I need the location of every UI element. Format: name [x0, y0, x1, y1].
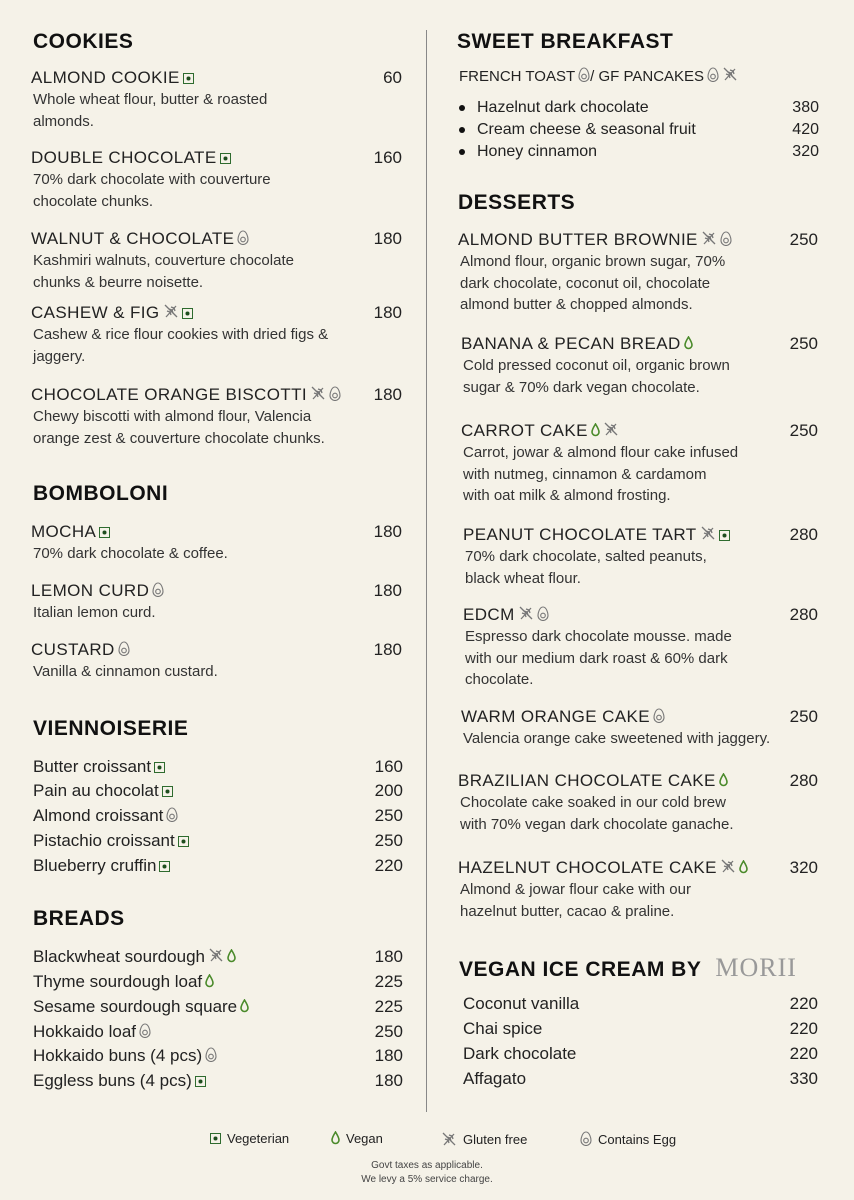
item-price: 180	[374, 1046, 403, 1065]
item-price: 280	[789, 525, 818, 544]
vegan-icon	[739, 858, 748, 880]
contains-egg-icon	[237, 229, 249, 251]
item-name	[33, 946, 236, 969]
item-description: dark chocolate, coconut oil, chocolate	[460, 274, 711, 292]
section-title: DESSERTS	[458, 191, 576, 214]
item-name-text: Pain au chocolat	[33, 781, 159, 800]
gluten-free-icon	[208, 947, 224, 969]
ice-cream-price: 220	[789, 994, 818, 1013]
item-name	[33, 805, 178, 828]
item-name	[33, 780, 173, 803]
section-title	[459, 953, 797, 982]
gluten-free-icon	[701, 230, 717, 252]
item-price: 280	[789, 771, 818, 790]
item-price: 220	[374, 856, 403, 875]
footer-note: We levy a 5% service charge.	[361, 1174, 493, 1185]
legend-item	[438, 1131, 527, 1151]
item-price: 225	[374, 997, 403, 1016]
gluten-free-icon	[518, 605, 534, 627]
contains-egg-icon	[166, 806, 178, 828]
section-title: BREADS	[33, 907, 125, 930]
item-price: 180	[373, 522, 402, 541]
option-name: Honey cinnamon	[477, 143, 598, 160]
item-name-text: WARM ORANGE CAKE	[461, 707, 651, 726]
item-price: 60	[383, 68, 402, 87]
vegetarian-icon	[183, 68, 194, 90]
contains-egg-icon	[152, 581, 164, 603]
item-name-text: Sesame sourdough square	[33, 997, 238, 1016]
gluten-free-icon	[310, 385, 326, 407]
gluten-free-icon	[163, 303, 179, 325]
item-name	[33, 1070, 206, 1093]
item-name-text: EDCM	[463, 605, 515, 624]
item-description: Chocolate cake soaked in our cold brew	[460, 794, 726, 811]
item-name	[33, 1021, 151, 1044]
item-name-text: DOUBLE CHOCOLATE	[31, 148, 217, 167]
vegetarian-icon	[162, 781, 173, 803]
item-description: jaggery.	[33, 347, 86, 365]
gluten-free-icon	[441, 1131, 457, 1151]
item-name	[31, 521, 110, 544]
item-name	[33, 971, 214, 994]
item-price: 280	[789, 605, 818, 624]
vegan-icon	[205, 972, 214, 994]
item-name-text: ALMOND BUTTER BROWNIE	[458, 230, 698, 249]
item-name	[31, 580, 164, 603]
item-name	[461, 706, 665, 729]
item-price: 160	[374, 757, 403, 776]
item-description: with our medium dark roast & 60% dark	[465, 649, 728, 667]
vegan-icon	[684, 334, 693, 356]
item-price: 200	[374, 781, 403, 800]
option-name: Cream cheese & seasonal fruit	[477, 121, 696, 138]
item-name-text: Thyme sourdough loaf	[33, 972, 203, 991]
item-price: 180	[373, 581, 402, 600]
contains-egg-icon	[205, 1046, 217, 1068]
contains-egg-icon	[580, 1131, 592, 1150]
item-name-text: Almond croissant	[33, 806, 164, 825]
item-name-text: Pistachio croissant	[33, 831, 175, 850]
gluten-free-icon	[720, 858, 736, 880]
contains-egg-icon	[653, 707, 665, 729]
item-description: Espresso dark chocolate mousse. made	[465, 628, 732, 645]
item-name-text: PEANUT CHOCOLATE TART	[463, 525, 697, 544]
item-description: chocolate.	[465, 671, 534, 688]
vegan-icon	[240, 997, 249, 1019]
item-description: Carrot, jowar & almond flour cake infused	[463, 444, 739, 461]
column-divider	[426, 30, 427, 1112]
item-description: Whole wheat flour, butter & roasted	[33, 91, 268, 108]
breakfast-option	[459, 97, 649, 119]
vegetarian-icon	[210, 1132, 221, 1148]
item-name	[33, 756, 165, 779]
footer-note: Govt taxes as applicable.	[371, 1160, 483, 1171]
bullet-icon	[459, 127, 465, 133]
item-name-text: WALNUT & CHOCOLATE	[31, 229, 235, 248]
ice-cream-name: Coconut vanilla	[463, 994, 580, 1013]
item-name-text: MOCHA	[31, 522, 97, 541]
item-description: almonds.	[33, 112, 94, 130]
vegan-icon	[719, 771, 728, 793]
item-price: 250	[374, 806, 403, 825]
item-name-text: Blueberry cruffin	[33, 856, 157, 875]
item-price: 250	[789, 334, 818, 353]
contains-egg-icon	[329, 385, 341, 407]
ice-cream-name: Chai spice	[463, 1019, 543, 1038]
legend-label: Vegeterian	[227, 1131, 290, 1146]
item-price: 250	[374, 1022, 403, 1041]
option-price: 320	[792, 143, 819, 160]
vegan-icon	[227, 947, 236, 969]
legend-label: Contains Egg	[598, 1131, 677, 1147]
item-name-text: ALMOND COOKIE	[31, 68, 180, 87]
item-description: Cold pressed coconut oil, organic brown	[463, 357, 730, 374]
item-description: black wheat flour.	[465, 569, 581, 587]
item-description: sugar & 70% dark vegan chocolate.	[463, 378, 700, 396]
item-description: almond butter & chopped almonds.	[460, 296, 693, 313]
vegetarian-icon	[719, 525, 730, 547]
vegetarian-icon	[178, 831, 189, 853]
item-description: Italian lemon curd.	[33, 604, 156, 621]
vegan-icon	[591, 421, 600, 443]
ice-cream-price: 220	[789, 1044, 818, 1063]
item-name-text: BANANA & PECAN BREAD	[461, 334, 681, 353]
item-description: Almond & jowar flour cake with our	[460, 881, 691, 898]
item-price: 180	[374, 1071, 403, 1090]
item-description: Almond flour, organic brown sugar, 70%	[460, 253, 726, 270]
section-title: VIENNOISERIE	[33, 717, 189, 740]
french-toast-line	[459, 66, 738, 88]
vegetarian-icon	[159, 856, 170, 878]
item-name-text: Hokkaido buns (4 pcs)	[33, 1046, 203, 1065]
item-name	[33, 855, 170, 878]
item-description: chocolate chunks.	[33, 192, 154, 210]
item-name-text: Blackwheat sourdough	[33, 947, 206, 966]
item-price: 320	[789, 858, 818, 877]
ice-cream-title: VEGAN ICE CREAM BY	[459, 958, 702, 981]
item-name	[31, 147, 231, 170]
item-description: hazelnut butter, cacao & praline.	[460, 902, 675, 920]
item-price: 180	[373, 640, 402, 659]
item-name-text: CUSTARD	[31, 640, 115, 659]
item-description: with oat milk & almond frosting.	[463, 487, 671, 504]
item-description: Cashew & rice flour cookies with dried figs &	[33, 326, 329, 343]
bullet-icon	[459, 149, 465, 155]
item-name	[31, 228, 249, 251]
item-name-text: CARROT CAKE	[461, 421, 588, 440]
ice-cream-price: 220	[789, 1019, 818, 1038]
morii-logo: MORII	[715, 953, 797, 982]
item-name	[458, 229, 732, 252]
item-name	[31, 639, 130, 662]
item-description: 70% dark chocolate with couverture	[33, 171, 271, 188]
breakfast-option	[459, 119, 696, 141]
item-name	[461, 420, 619, 443]
ice-cream-name: Affagato	[463, 1069, 527, 1088]
gluten-free-icon	[700, 525, 716, 547]
item-name-text: Butter croissant	[33, 757, 152, 776]
item-name	[33, 830, 189, 853]
item-description: chunks & beurre noisette.	[33, 273, 204, 291]
item-name-text: Hokkaido loaf	[33, 1022, 137, 1041]
item-price: 180	[373, 303, 402, 322]
gf-pancakes-label: / GF PANCAKES	[590, 67, 705, 85]
item-description: Chewy biscotti with almond flour, Valencia	[33, 408, 312, 425]
contains-egg-icon	[537, 605, 549, 627]
gluten-free-icon	[603, 421, 619, 443]
item-description: with nutmeg, cinnamon & cardamom	[463, 465, 707, 483]
item-name	[31, 302, 193, 325]
contains-egg-icon	[707, 67, 719, 88]
vegetarian-icon	[220, 148, 231, 170]
item-description: Vanilla & cinnamon custard.	[33, 663, 218, 680]
item-name-text: LEMON CURD	[31, 581, 150, 600]
item-name	[33, 996, 249, 1019]
ice-cream-price: 330	[789, 1069, 818, 1088]
item-name-text: BRAZILIAN CHOCOLATE CAKE	[458, 771, 716, 790]
legend-item	[577, 1131, 676, 1150]
item-price: 250	[374, 831, 403, 850]
option-name: Hazelnut dark chocolate	[477, 99, 649, 116]
legend-item	[328, 1131, 383, 1149]
gluten-free-icon	[722, 66, 738, 88]
item-name	[463, 524, 730, 547]
legend-label: Vegan	[346, 1131, 383, 1147]
item-description: 70% dark chocolate, salted peanuts,	[465, 548, 707, 565]
item-price: 180	[373, 385, 402, 404]
item-description: orange zest & couverture chocolate chunks.	[33, 429, 325, 447]
option-price: 380	[792, 99, 819, 116]
vegetarian-icon	[195, 1071, 206, 1093]
contains-egg-icon	[720, 230, 732, 252]
item-price: 250	[789, 707, 818, 726]
legend-label: Gluten free	[463, 1132, 528, 1148]
item-description: Valencia orange cake sweetened with jaggery.	[463, 730, 771, 747]
section-title: BOMBOLONI	[33, 482, 169, 505]
contains-egg-icon	[139, 1022, 151, 1044]
vegetarian-icon	[182, 303, 193, 325]
item-name	[31, 67, 194, 90]
vegetarian-icon	[154, 757, 165, 779]
item-price: 180	[373, 229, 402, 248]
contains-egg-icon	[118, 640, 130, 662]
item-name-text: Eggless buns (4 pcs)	[33, 1071, 192, 1090]
item-name-text: CASHEW & FIG	[31, 303, 160, 322]
section-title: SWEET BREAKFAST	[457, 30, 674, 53]
item-name-text: HAZELNUT CHOCOLATE CAKE	[458, 858, 717, 877]
item-name	[458, 857, 748, 880]
option-price: 420	[792, 121, 819, 138]
vegan-icon	[331, 1131, 340, 1149]
item-description: Kashmiri walnuts, couverture chocolate	[33, 252, 294, 269]
item-description: 70% dark chocolate & coffee.	[33, 545, 228, 562]
section-title: COOKIES	[33, 30, 134, 53]
french-toast-label: FRENCH TOAST	[459, 67, 576, 85]
contains-egg-icon	[578, 67, 590, 88]
legend-item	[207, 1131, 289, 1148]
item-price: 180	[374, 947, 403, 966]
item-description: with 70% vegan dark chocolate ganache.	[460, 815, 734, 833]
item-name	[463, 604, 549, 627]
item-price: 250	[789, 421, 818, 440]
item-price: 250	[789, 230, 818, 249]
bullet-icon	[459, 105, 465, 111]
ice-cream-name: Dark chocolate	[463, 1044, 577, 1063]
item-name	[31, 384, 341, 407]
item-price: 160	[373, 148, 402, 167]
item-name	[458, 770, 728, 793]
item-price: 225	[374, 972, 403, 991]
item-name	[33, 1045, 217, 1068]
item-name	[461, 333, 693, 356]
vegetarian-icon	[99, 522, 110, 544]
item-name-text: CHOCOLATE ORANGE BISCOTTI	[31, 385, 308, 404]
breakfast-option	[459, 141, 597, 163]
